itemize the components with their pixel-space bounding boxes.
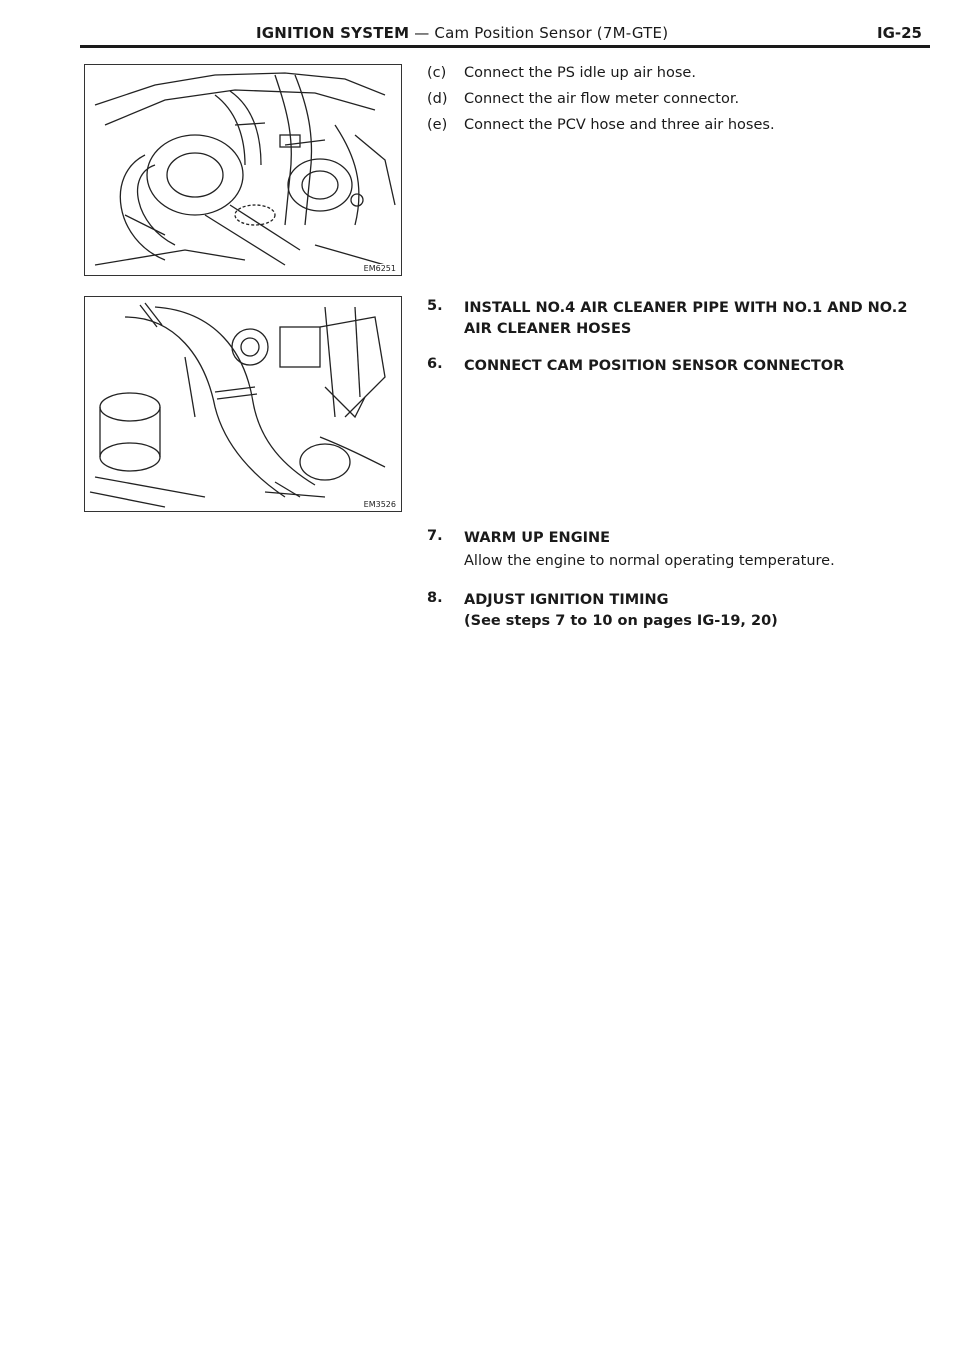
engine-hoses-illustration (85, 65, 401, 275)
step-7-title: WARM UP ENGINE (464, 530, 611, 546)
step-8-note: (See steps 7 to 10 on pages IG-19, 20) (464, 613, 778, 629)
step-5-title-line2: AIR CLEANER HOSES (464, 321, 632, 337)
figure-engine-hoses (84, 64, 402, 276)
substep-c-text: Connect the PS idle up air hose. (464, 65, 696, 81)
figure-air-cleaner-pipe (84, 296, 402, 512)
step-8-title: ADJUST IGNITION TIMING (464, 592, 669, 608)
header-title (256, 24, 668, 42)
header-divider (80, 45, 930, 48)
step-8-number: 8. (427, 590, 443, 606)
section-title: IGNITION SYSTEM (256, 24, 410, 42)
substep-c-label: (c) (427, 65, 447, 81)
substep-e-text: Connect the PCV hose and three air hoses. (464, 117, 775, 133)
page-number: IG-25 (877, 24, 922, 42)
step-6-title: CONNECT CAM POSITION SENSOR CONNECTOR (464, 358, 845, 374)
substep-d-text: Connect the air flow meter connector. (464, 91, 740, 107)
step-5-title-line1: INSTALL NO.4 AIR CLEANER PIPE WITH NO.1 AND NO.2 (464, 300, 908, 316)
air-cleaner-pipe-illustration (85, 297, 401, 511)
substep-d-label: (d) (427, 91, 448, 107)
step-7-number: 7. (427, 528, 443, 544)
step-5-number: 5. (427, 298, 443, 314)
step-7-body: Allow the engine to normal operating temperature. (464, 553, 835, 569)
figure-code-1: EM6251 (363, 264, 396, 273)
section-subtitle: Cam Position Sensor (7M-GTE) (434, 24, 669, 42)
step-6-number: 6. (427, 356, 443, 372)
header-dash: — (409, 24, 435, 42)
page-header (80, 24, 930, 46)
figure-code-2: EM3526 (363, 500, 396, 509)
substep-e-label: (e) (427, 117, 448, 133)
